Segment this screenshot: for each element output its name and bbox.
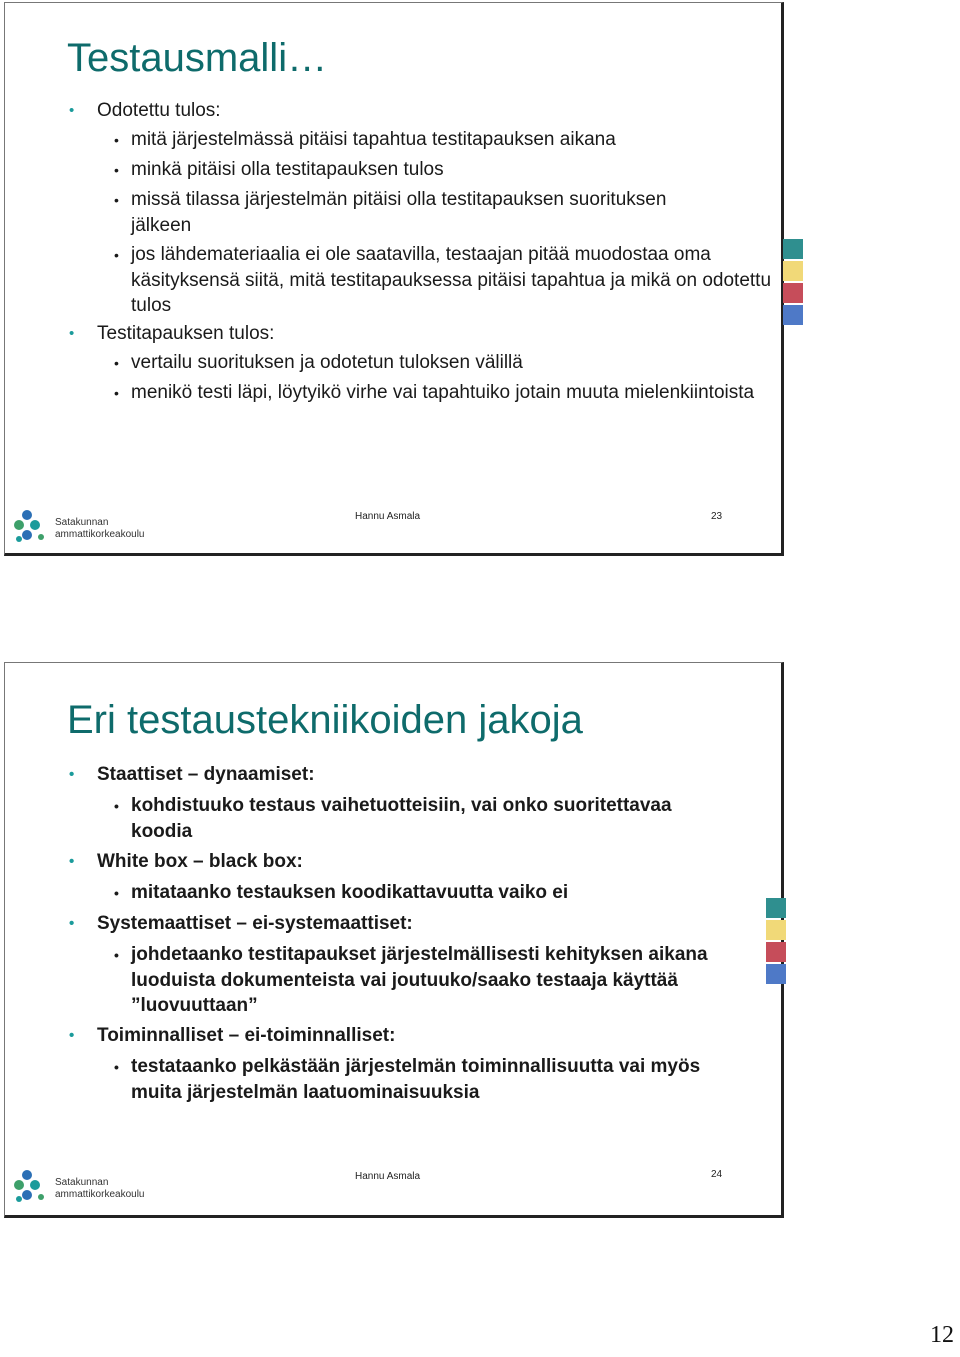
slide-number: 24 (711, 1169, 723, 1180)
bullet-text: minkä pitäisi olla testitapauksen tulos (131, 159, 444, 180)
bullet-text: White box – black box: (97, 851, 303, 872)
bullet-icon: • (114, 162, 119, 178)
slide-title: Testausmalli… (67, 36, 328, 80)
slide-content (67, 95, 772, 410)
bullet-text: Odotettu tulos: (97, 100, 221, 121)
side-color-tabs (783, 239, 803, 327)
sub-bullet-item (67, 187, 691, 238)
sub-bullet-item (67, 157, 767, 183)
sub-bullet-item (67, 942, 771, 1018)
sub-bullet-item (67, 127, 767, 153)
color-tab (783, 261, 803, 281)
bullet-icon: • (114, 132, 119, 148)
logo-line: ammattikorkeakoulu (55, 1189, 145, 1200)
logo-emblem-icon (11, 1167, 51, 1207)
slide-23 (4, 2, 784, 556)
bullet-text: kohdistuuko testaus vaihetuotteisiin, vai onko suoritettavaa koodia (131, 795, 672, 842)
logo-line: Satakunnan (55, 1177, 109, 1188)
bullet-item (67, 912, 767, 936)
bullet-icon: • (114, 247, 119, 263)
bullet-icon: • (114, 885, 119, 901)
bullet-text: Testitapauksen tulos: (97, 323, 275, 344)
footer-author: Hannu Asmala (355, 511, 421, 522)
bullet-icon: • (114, 798, 119, 814)
school-logo (11, 507, 151, 547)
sub-bullet-item (67, 793, 731, 844)
bullet-item (67, 322, 767, 346)
color-tab (766, 964, 786, 984)
logo-text (55, 517, 144, 541)
logo-text (55, 1177, 144, 1201)
color-tab (783, 239, 803, 259)
color-tab (766, 920, 786, 940)
bullet-icon: • (114, 355, 119, 371)
slide-title: Eri testaustekniikoiden jakoja (67, 698, 583, 742)
bullet-text: vertailu suorituksen ja odotetun tuloksen välillä (131, 352, 523, 373)
side-color-tabs (766, 898, 786, 986)
page-number: 12 (930, 1322, 954, 1348)
bullet-icon: • (69, 325, 75, 342)
bullet-icon: • (69, 915, 75, 932)
school-logo (11, 1167, 151, 1207)
bullet-icon: • (114, 947, 119, 963)
bullet-item (67, 850, 767, 874)
color-tab (766, 898, 786, 918)
bullet-item (67, 1024, 767, 1048)
bullet-text: testataanko pelkästään järjestelmän toiminnallisuutta vai myös muita järjestelmän laatuominaisuuksia (131, 1056, 701, 1103)
slide-24 (4, 662, 784, 1218)
bullet-text: mitä järjestelmässä pitäisi tapahtua testitapauksen aikana (131, 129, 616, 150)
bullet-icon: • (114, 192, 119, 208)
color-tab (783, 283, 803, 303)
sub-bullet-item (67, 880, 767, 906)
bullet-icon: • (114, 385, 119, 401)
bullet-text: johdetaanko testitapaukset järjestelmällisesti kehityksen aikana luoduista dokumenteista vai joutuuko/saako testaaja käyttää ”luovuuttaan” (131, 944, 708, 1016)
bullet-icon: • (69, 853, 75, 870)
logo-emblem-icon (11, 507, 51, 547)
logo-line: Satakunnan (55, 517, 109, 528)
footer-author: Hannu Asmala (355, 1171, 421, 1182)
bullet-text: missä tilassa järjestelmän pitäisi olla testitapauksen suorituksen jälkeen (131, 189, 667, 236)
bullet-text: Systemaattiset – ei-systemaattiset: (97, 913, 413, 934)
slide-number: 23 (711, 511, 723, 522)
color-tab (766, 942, 786, 962)
sub-bullet-item (67, 1054, 741, 1105)
bullet-text: mitataanko testauksen koodikattavuutta vaiko ei (131, 882, 569, 903)
bullet-icon: • (69, 102, 75, 119)
bullet-text: jos lähdemateriaalia ei ole saatavilla, testaajan pitää muodostaa oma käsityksensä siitä, mitä testitapauksessa pitäisi tapahtua ja mikä on odotettu tulos (131, 244, 772, 316)
bullet-icon: • (69, 766, 75, 783)
bullet-text: Toiminnalliset – ei-toiminnalliset: (97, 1025, 396, 1046)
bullet-item (67, 763, 767, 787)
bullet-item (67, 99, 767, 123)
bullet-icon: • (114, 1059, 119, 1075)
logo-line: ammattikorkeakoulu (55, 529, 145, 540)
sub-bullet-item (67, 350, 767, 376)
bullet-text: Staattiset – dynaamiset: (97, 764, 315, 785)
slide-content (67, 757, 767, 1109)
sub-bullet-item (67, 242, 771, 318)
bullet-icon: • (69, 1027, 75, 1044)
bullet-text: menikö testi läpi, löytyikö virhe vai tapahtuiko jotain muuta mielenkiintoista (131, 382, 755, 403)
sub-bullet-item (67, 380, 771, 406)
color-tab (783, 305, 803, 325)
